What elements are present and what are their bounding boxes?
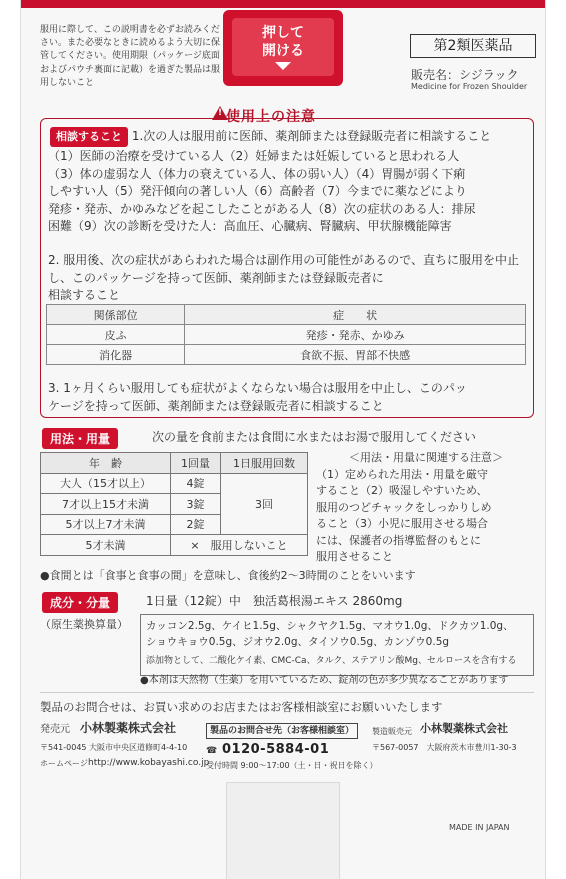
dosage-table [40, 452, 308, 556]
table-cell: 7才以上15才未満 [41, 494, 171, 515]
maker-address: 〒567-0057 大阪府茨木市豊川1-30-3 [372, 743, 517, 752]
contact-label: 製品のお問合せ先（お客様相談室） [206, 723, 358, 739]
table-cell: 皮ふ [47, 325, 185, 345]
table-header: 1回量 [171, 453, 221, 474]
table-header-row [47, 305, 526, 325]
table-header: 関係部位 [47, 305, 185, 325]
open-tab-line1: 押して [262, 25, 304, 41]
consult-line: しやすい人（5）発汗傾向の著しい人（6）高齢者（7）今までに薬などにより [48, 184, 467, 198]
consult-line: 困難（9）次の診断を受けた人：高血圧、心臓病、腎臓病、甲状腺機能障害 [48, 219, 452, 233]
dosage-note-line: すること（2）吸湿しやすいため、 [316, 484, 488, 497]
table-header: 1日服用回数 [221, 453, 308, 474]
made-in-label: MADE IN JAPAN [449, 823, 510, 832]
table-cell: 4錠 [171, 473, 221, 494]
consult-p2-line: 2. 服用後、次の症状があらわれた場合は副作用の可能性があるので、直ちに服用を中止し、このパッケージを持って医師、薬剤師または登録販売者に [48, 253, 520, 285]
divider [40, 692, 534, 693]
table-row [41, 535, 308, 556]
table-cell: 5才以上7才未満 [41, 514, 171, 535]
drug-category: 第2類医薬品 [410, 34, 536, 58]
contact-hours: 受付時間 9:00〜17:00（土・日・祝日を除く） [206, 761, 378, 770]
maker-label: 製造販売元 [372, 727, 412, 736]
table-cell: 消化器 [47, 345, 185, 365]
table-header-row [41, 453, 308, 474]
caution-title: 使用上の注意 [226, 109, 316, 125]
additives: 添加物として、二酸化ケイ素、CMC-Ca、タルク、ステアリン酸Mg、セルロースを含有する [146, 656, 517, 666]
dosage-badge: 用法・用量 [42, 428, 118, 449]
dosage-note-line: 服用させること [316, 550, 393, 563]
table-cell: 3回 [221, 473, 308, 535]
table-row [47, 325, 526, 345]
table-cell: 大人（15才以上） [41, 473, 171, 494]
seller-label: 発売元 [40, 724, 70, 735]
down-arrow-icon [275, 62, 291, 70]
consult-list [48, 148, 532, 236]
homepage-label: ホームページ [40, 759, 88, 768]
free-dial-icon: ☎ [206, 746, 218, 756]
table-cell: 発疹・発赤、かゆみ [185, 325, 526, 345]
ingredients-badge: 成分・分量 [42, 592, 118, 613]
consult-heading [50, 127, 491, 147]
maker-company: 小林製薬株式会社 [420, 722, 508, 735]
product-name-en: Medicine for Frozen Shoulder [411, 82, 528, 91]
table-header: 年 齢 [41, 453, 171, 474]
dosage-note-line: （1）定められた用法・用量を厳守 [316, 467, 488, 481]
consult-p3 [48, 380, 532, 415]
consult-p2 [48, 252, 532, 305]
homepage-url[interactable]: http://www.kobayashi.co.jp [88, 758, 210, 768]
consult-line: （1）医師の治療を受けている人（2）妊婦または妊娠していると思われる人 [48, 149, 460, 163]
table-cell: 5才未満 [41, 535, 171, 556]
consult-p2-line: 相談すること [48, 288, 121, 302]
table-header: 症 状 [185, 305, 526, 325]
table-cell: 2錠 [171, 514, 221, 535]
raw-herb-label: （原生薬換算量） [40, 618, 128, 631]
table-cell: 3錠 [171, 494, 221, 515]
table-row [41, 473, 308, 494]
package-flap [226, 782, 340, 879]
dosage-notes [316, 450, 536, 566]
dosage-notes-title: ＜用法・用量に関連する注意＞ [349, 451, 503, 464]
seller-address: 〒541-0045 大阪市中央区道修町4-4-10 [40, 743, 188, 752]
raw-herb-line: カッコン2.5g、ケイヒ1.5g、シャクヤク1.5g、マオウ1.0g、ドクカツ1.0g、 [146, 620, 514, 632]
raw-herb-line: ショウキョウ0.5g、ジオウ2.0g、タイソウ0.5g、カンゾウ0.5g [146, 636, 450, 648]
product-name: 販売名：シジラック [411, 68, 519, 82]
dosage-note-line: 服用のつどチャックをしっかりしめ [316, 500, 492, 514]
meal-note: ●食間とは「食事と食事の間」を意味し、食後約2〜3時間のことをいいます [40, 569, 416, 582]
consult-p1: 1.次の人は服用前に医師、薬剤師または登録販売者に相談すること [131, 129, 492, 143]
side-effect-table [46, 304, 526, 365]
table-cell: × 服用しないこと [171, 535, 308, 556]
raw-herb-list [146, 618, 532, 650]
consult-p3-line: 3. 1ヶ月くらい服用しても症状がよくならない場合は服用を中止し、このパッ [48, 381, 467, 395]
consult-p3-line: ケージを持って医師、薬剤師または登録販売者に相談すること [48, 398, 384, 413]
inquiry-line: 製品のお問合せは、お買い求めのお店またはお客様相談室にお願いいたします [40, 700, 443, 714]
dosage-note-line: には、保護者の指導監督のもとに [316, 533, 481, 547]
contact-phone[interactable]: 0120-5884-01 [222, 742, 330, 757]
usage-intro-note: 服用に際して、この説明書を必ずお読みください。また必要なときに読めるよう大切に保管してください。使用期限（パッケージ底面およびパウチ裏面に記載）を過ぎた製品は服用しないこと [40, 25, 221, 88]
top-red-strip [21, 0, 545, 8]
dosage-note-line: ること（3）小児に服用させる場合 [316, 517, 488, 530]
open-tab-line2: 開ける [262, 43, 304, 59]
seller-company: 小林製薬株式会社 [80, 721, 177, 735]
table-cell: 食欲不振、胃部不快感 [185, 345, 526, 365]
consult-line: 発疹・発赤、かゆみなどを起こしたことがある人（8）次の症状のある人：排尿 [48, 201, 476, 216]
consult-badge: 相談すること [50, 127, 128, 147]
natural-note: ●本剤は天然物（生薬）を用いているため、錠剤の色が多少異なることがあります [140, 675, 509, 686]
ingredients-main: 1日量（12錠）中 独活葛根湯エキス 2860mg [146, 594, 403, 608]
table-row [47, 345, 526, 365]
dosage-intro: 次の量を食前または食間に水またはお湯で服用してください [152, 430, 477, 444]
consult-line: （3）体の虚弱な人（体力の衰えている人、体の弱い人）（4）胃腸が弱く下痢 [48, 166, 466, 181]
